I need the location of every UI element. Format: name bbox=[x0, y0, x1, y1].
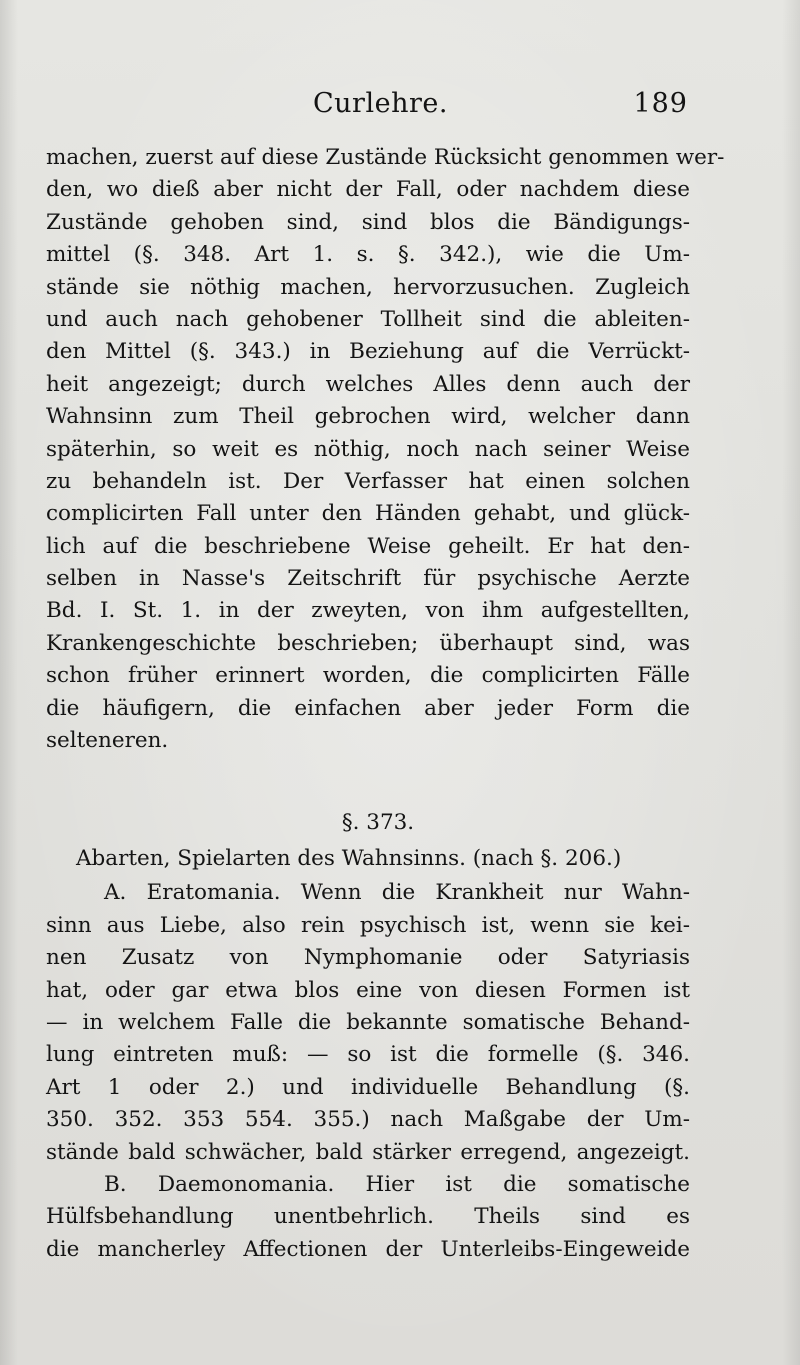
section-spacer bbox=[46, 757, 690, 805]
text-line: schon früher erinnert worden, die complicirten Fälle bbox=[46, 663, 690, 689]
text-line: Wahnsinn zum Theil gebrochen wird, welcher dann bbox=[46, 404, 690, 430]
text-line: den, wo dieß aber nicht der Fall, oder nachdem diese bbox=[46, 177, 690, 203]
running-head: Curlehre. bbox=[313, 88, 448, 119]
text-line: lich auf die beschriebene Weise geheilt. Er hat den- bbox=[46, 533, 690, 559]
page-edge-shadow-right bbox=[782, 0, 800, 1365]
text-line: Bd. I. St. 1. in der zweyten, von ihm aufgestellten, bbox=[46, 598, 690, 624]
text-line: Krankengeschichte beschrieben; überhaupt sind, was bbox=[46, 630, 690, 656]
text-line: hat, oder gar etwa blos eine von diesen Formen ist bbox=[46, 977, 690, 1003]
page-body bbox=[46, 142, 725, 1266]
text-line: die häufigern, die einfachen aber jeder Form die bbox=[46, 695, 690, 721]
page-header bbox=[48, 82, 688, 126]
paragraph-1 bbox=[46, 142, 725, 757]
text-line: Art 1 oder 2.) und individuelle Behandlung (§. bbox=[46, 1074, 690, 1100]
text-line: und auch nach gehobener Tollheit sind die ableiten- bbox=[46, 306, 690, 332]
paragraph-2 bbox=[46, 877, 690, 1169]
section-number: §. 373. bbox=[341, 810, 415, 836]
text-line: selteneren. bbox=[46, 728, 169, 754]
text-line: den Mittel (§. 343.) in Beziehung auf die Verrückt- bbox=[46, 339, 690, 365]
text-line: Zustände gehoben sind, sind blos die Bändigungs- bbox=[46, 209, 690, 235]
text-line: zu behandeln ist. Der Verfasser hat einen solchen bbox=[46, 468, 690, 494]
text-line: die mancherley Affectionen der Unterleibs-Eingeweide bbox=[46, 1236, 690, 1262]
text-line: späterhin, so weit es nöthig, noch nach seiner Weise bbox=[46, 436, 690, 462]
text-line: selben in Nasse's Zeitschrift für psychische Aerzte bbox=[46, 566, 690, 592]
text-line: 350. 352. 353 554. 355.) nach Maßgabe der Um- bbox=[46, 1107, 690, 1133]
text-line: nen Zusatz von Nymphomanie oder Satyriasis bbox=[46, 945, 690, 971]
text-line: Hülfsbehandlung unentbehrlich. Theils sind es bbox=[46, 1204, 690, 1230]
text-line: stände bald schwächer, bald stärker erregend, angezeigt. bbox=[46, 1139, 690, 1165]
text-line: sinn aus Liebe, also rein psychisch ist, wenn sie kei- bbox=[46, 912, 690, 938]
text-line: complicirten Fall unter den Händen gehabt, und glück- bbox=[46, 501, 690, 527]
paragraph-3 bbox=[46, 1169, 690, 1266]
text-line: stände sie nöthig machen, hervorzusuchen. Zugleich bbox=[46, 274, 690, 300]
text-line: B. Daemonomania. Hier ist die somatische bbox=[104, 1171, 690, 1197]
text-line: — in welchem Falle die bekannte somatische Behand- bbox=[46, 1009, 690, 1035]
page-number: 189 bbox=[633, 88, 688, 119]
page-edge-shadow-left bbox=[0, 0, 18, 1365]
text-line: A. Eratomania. Wenn die Krankheit nur Wahn- bbox=[104, 880, 690, 906]
section-title: Abarten, Spielarten des Wahnsinns. (nach §. 206.) bbox=[76, 846, 622, 872]
text-line: mittel (§. 348. Art 1. s. §. 342.), wie die Um- bbox=[46, 242, 690, 268]
text-line: lung eintreten muß: — so ist die formelle (§. 346. bbox=[46, 1042, 690, 1068]
text-line: machen, zuerst auf diese Zustände Rücksicht genommen wer- bbox=[46, 145, 725, 170]
text-line: heit angezeigt; durch welches Alles denn auch der bbox=[46, 371, 690, 397]
